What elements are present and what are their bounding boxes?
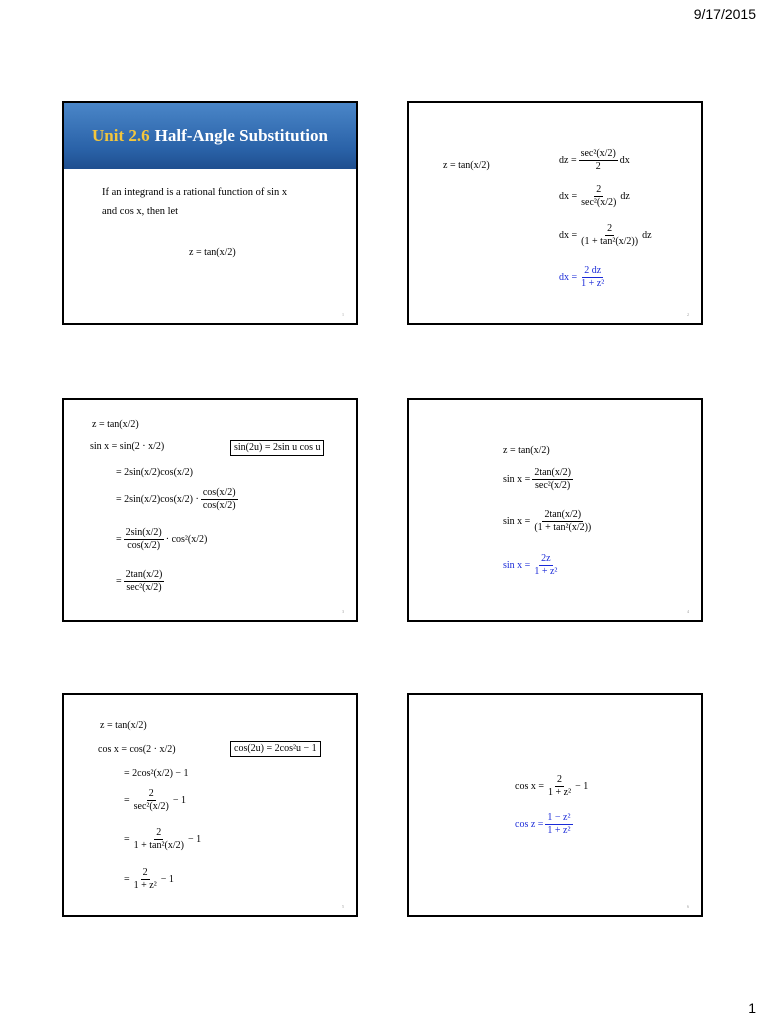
equation-step-3: = $\frac{2\sin(x/2)}{\cos(x/2)}$ · cos²(x/2) <box>116 527 208 551</box>
slide-4 <box>407 398 703 622</box>
substitution-equation: z = tan(x/2) <box>189 247 236 258</box>
equation-step-4: = $\frac{2\tan(x/2)}{\text{sec²(x/2)}}$ <box>116 569 163 593</box>
slide-6 <box>407 693 703 917</box>
equation-step-2: = $\frac{2}{\text{sec²(x/2)}}$ − 1 <box>124 788 186 812</box>
equation-z: z = tan(x/2) <box>92 419 139 430</box>
slide-number: 4 <box>687 609 689 614</box>
print-date: 9/17/2015 <box>693 6 756 22</box>
slide-title <box>64 103 356 169</box>
slide-number: 5 <box>342 904 344 909</box>
body-line-2: and cos x, then let <box>102 206 179 217</box>
substitution-equation: z = tan(x/2) <box>443 160 490 171</box>
slide-1 <box>62 101 358 325</box>
equation-dz: dz = $\frac{\text{sec²(x/2)}}{2}$ dx <box>559 148 630 172</box>
identity-box: cos(2u) = 2cos²u − 1 <box>230 741 321 757</box>
equation-dx-1: dx = $\frac{2}{\text{sec²(x/2)}}$ dz <box>559 184 630 208</box>
equation-cos-z-result: cos z = $\frac{\text{1 − z²}}{\text{1 + z²}}$ <box>515 812 571 836</box>
equation-cos-x: cos x = $\frac{2}{\text{1 + z²}}$ − 1 <box>515 774 589 798</box>
equation-step-4: = $\frac{2}{\text{1 + z²}}$ − 1 <box>124 867 174 891</box>
equation-sin-x: sin x = sin(2 · x/2) <box>90 441 165 452</box>
equation-step-3: = $\frac{2}{\text{1 + tan²(x/2)}}$ − 1 <box>124 827 202 851</box>
equation-cos-x: cos x = cos(2 · x/2) <box>98 744 176 755</box>
equation-sin-x-1: sin x = $\frac{2\tan(x/2)}{\text{sec²(x/2)}}$ <box>503 467 571 491</box>
equation-sin-x-result: sin x = $\frac{2z}{\text{1 + z²}}$ <box>503 553 558 577</box>
slide-2 <box>407 101 703 325</box>
page-number: 1 <box>748 1000 756 1016</box>
slide-number: 3 <box>342 609 344 614</box>
equation-step-2: = 2sin(x/2)cos(x/2) · $\frac{\cos(x/2)}{\cos(x/2)}$ <box>116 487 236 511</box>
equation-dx-2: dx = $\frac{2}{\text{(1 + tan²(x/2))}}$ dz <box>559 223 652 247</box>
body-line-1: If an integrand is a rational function of sin x <box>102 187 288 198</box>
equation-z: z = tan(x/2) <box>503 445 550 456</box>
slide-number: 1 <box>342 312 344 317</box>
slide-3 <box>62 398 358 622</box>
equation-dx-result: dx = $\frac{2 dz}{\text{1 + z²}}$ <box>559 265 605 289</box>
equation-step-1: = 2cos²(x/2) − 1 <box>124 768 189 779</box>
slide-5 <box>62 693 358 917</box>
equation-sin-x-2: sin x = $\frac{2\tan(x/2)}{\text{(1 + tan²(x/2))}}$ <box>503 509 592 533</box>
title-unit: Unit 2.6 <box>92 126 150 145</box>
slide-number: 6 <box>687 904 689 909</box>
equation-step-1: = 2sin(x/2)cos(x/2) <box>116 467 194 478</box>
equation-z: z = tan(x/2) <box>100 720 147 731</box>
title-text: Half-Angle Substitution <box>154 126 328 145</box>
slide-number: 2 <box>687 312 689 317</box>
identity-box: sin(2u) = 2sin u cos u <box>230 440 324 456</box>
